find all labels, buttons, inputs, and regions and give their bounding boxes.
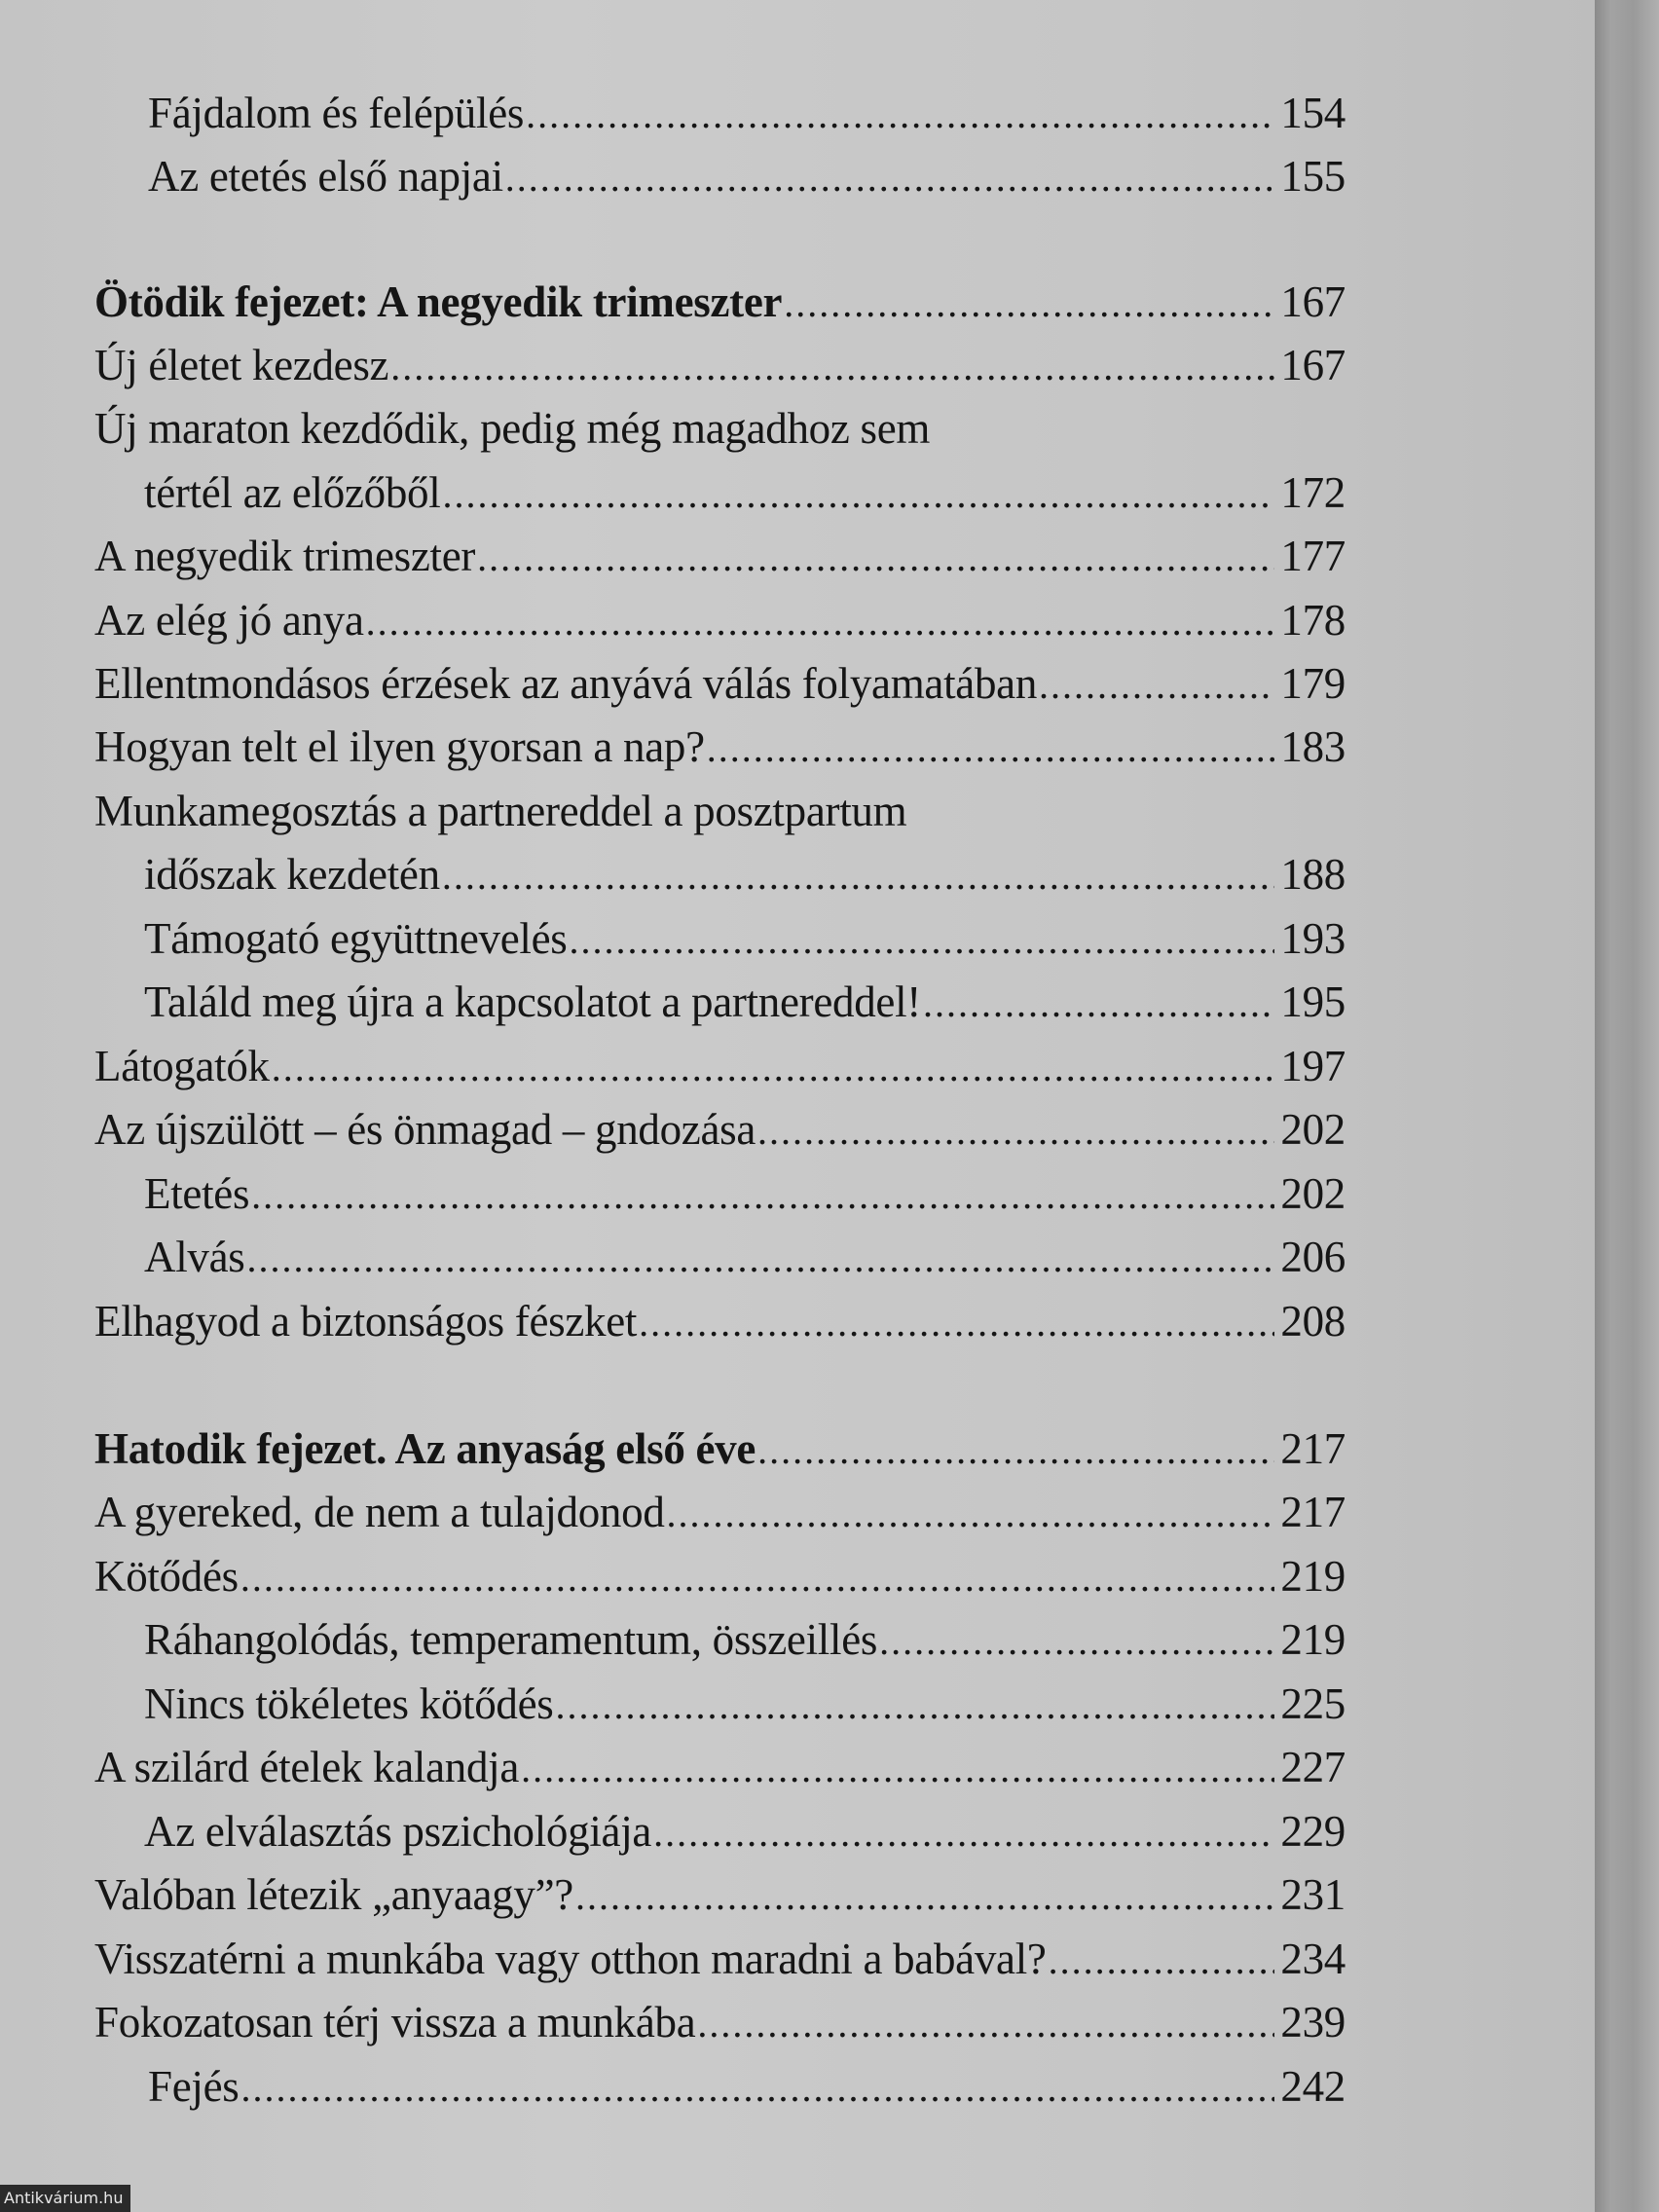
dot-leader: [241, 2057, 1275, 2120]
toc-entry-page: 217: [1280, 1424, 1346, 1473]
dot-leader: [272, 1037, 1275, 1099]
toc-entry-title: Az újszülött – és önmagad – gndozása: [94, 1105, 756, 1154]
toc-entry-page: 217: [1280, 1488, 1346, 1536]
dot-leader: [653, 1802, 1274, 1864]
toc-entry-page: 242: [1280, 2062, 1346, 2111]
toc-entry-page: 225: [1280, 1679, 1346, 1728]
watermark: Antikvárium.hu: [0, 2185, 130, 2212]
page-edge-shadow: [1595, 0, 1659, 2212]
toc-entry-page: 172: [1280, 468, 1346, 517]
toc-entry-title: Visszatérni a munkába vagy otthon maradni a babával?: [94, 1935, 1047, 1983]
toc-entry: [94, 1928, 1346, 1990]
toc-entry: [148, 82, 1346, 144]
toc-entry: [144, 843, 1346, 905]
dot-leader: [570, 909, 1275, 972]
toc-entry-page: 227: [1280, 1743, 1346, 1791]
toc-entry-page: 219: [1280, 1615, 1346, 1664]
toc-entry-page: 177: [1280, 532, 1346, 580]
toc-entry: [144, 1673, 1346, 1735]
toc-entry-page: 202: [1280, 1105, 1346, 1154]
toc-entry-page: 234: [1280, 1935, 1346, 1983]
toc-entry: [94, 1481, 1346, 1543]
toc-entry-page: 193: [1280, 914, 1346, 963]
toc-entry-title: Ráhangolódás, temperamentum, összeillés: [144, 1615, 878, 1664]
dot-leader: [667, 1483, 1275, 1545]
toc-entry-title: Új életet kezdesz: [94, 341, 389, 389]
toc-entry-page: 197: [1280, 1042, 1346, 1090]
dot-leader: [526, 84, 1274, 146]
toc-entry-title: Hogyan telt el ilyen gyorsan a nap?: [94, 722, 705, 771]
dot-leader: [757, 1419, 1274, 1482]
dot-leader: [879, 1610, 1274, 1673]
toc-entry: [94, 1991, 1346, 2053]
toc-entry-title: Fokozatosan térj vissza a munkába: [94, 1998, 696, 2046]
chapter-heading: [94, 1418, 1346, 1480]
toc-entry-title: Az elég jó anya: [94, 596, 364, 645]
toc-entry: [94, 1863, 1346, 1926]
dot-leader: [390, 336, 1274, 398]
toc-entry-title: Alvás: [144, 1233, 245, 1281]
toc-entry-page: 183: [1280, 722, 1346, 771]
toc-entry-page: 231: [1280, 1870, 1346, 1919]
toc-entry-page: 155: [1280, 152, 1346, 201]
dot-leader: [442, 463, 1274, 526]
toc-entry: [144, 1162, 1346, 1225]
toc-entry-page: 202: [1280, 1169, 1346, 1218]
dot-leader: [556, 1675, 1275, 1737]
toc-entry: [144, 1226, 1346, 1288]
toc-entry: [144, 1800, 1346, 1862]
toc-entry-title: Valóban létezik „anyaagy”?: [94, 1870, 573, 1919]
toc-entry-title-line: Új maraton kezdődik, pedig még magadhoz sem: [94, 404, 931, 453]
toc-entry-title: Találd meg újra a kapcsolatot a partnereddel!: [144, 977, 921, 1026]
dot-leader: [521, 1738, 1274, 1800]
toc-entry-title: Az elválasztás pszichológiája: [144, 1807, 652, 1856]
toc-entry-page: 239: [1280, 1998, 1346, 2046]
toc-entry-title: Nincs tökéletes kötődés: [144, 1679, 554, 1728]
toc-entry-page: 179: [1280, 659, 1346, 708]
toc-entry-title: Etetés: [144, 1169, 250, 1218]
chapter-title: Ötödik fejezet: A negyedik trimeszter: [94, 277, 783, 326]
toc-entry-page: 229: [1280, 1807, 1346, 1856]
dot-leader: [505, 147, 1275, 209]
dot-leader: [366, 591, 1275, 653]
dot-leader: [639, 1292, 1274, 1354]
toc-entry: [94, 1290, 1346, 1352]
dot-leader: [697, 1993, 1274, 2055]
dot-leader: [251, 1164, 1274, 1227]
toc-entry-page: 167: [1280, 341, 1346, 389]
toc-entry: [94, 716, 1346, 778]
toc-entry-title: A szilárd ételek kalandja: [94, 1743, 520, 1791]
dot-leader: [784, 273, 1274, 335]
toc-entry: [148, 2055, 1346, 2118]
toc-entry-page: 178: [1280, 596, 1346, 645]
toc-entry: [94, 1098, 1346, 1161]
toc-entry: [144, 461, 1346, 524]
toc-entry-page: 208: [1280, 1297, 1346, 1346]
dot-leader: [757, 1100, 1274, 1162]
toc-entry: [94, 1035, 1346, 1097]
toc-entry-page: 219: [1280, 1552, 1346, 1601]
dot-leader: [575, 1865, 1274, 1928]
toc-entry: [144, 971, 1346, 1033]
toc-entry-page: 167: [1280, 277, 1346, 326]
toc-entry: [94, 1736, 1346, 1798]
toc-entry-title: Ellentmondásos érzések az anyává válás folyamatában: [94, 659, 1038, 708]
chapter-heading: [94, 271, 1346, 333]
dot-leader: [923, 973, 1274, 1035]
toc-entry-title: tértél az előzőből: [144, 468, 441, 517]
toc-entry: [94, 1545, 1346, 1607]
toc-entry: [94, 525, 1346, 587]
toc-entry-title: időszak kezdetén: [144, 850, 440, 899]
dot-leader: [1049, 1930, 1275, 1992]
toc-entry-title: Támogató együttnevelés: [144, 914, 568, 963]
toc-entry-title: Fejés: [148, 2062, 240, 2111]
dot-leader: [442, 845, 1275, 907]
toc-entry: [94, 589, 1346, 651]
toc-entry-title: A negyedik trimeszter: [94, 532, 476, 580]
chapter-title: Hatodik fejezet. Az anyaság első éve: [94, 1424, 756, 1473]
toc-entry-title: Az etetés első napjai: [148, 152, 503, 201]
toc-entry-title-line: Munkamegosztás a partnereddel a posztpartum: [94, 787, 907, 835]
dot-leader: [247, 1228, 1275, 1290]
dot-leader: [1039, 654, 1274, 717]
toc-entry-title: Látogatók: [94, 1042, 270, 1090]
toc-entry-page: 195: [1280, 977, 1346, 1026]
toc-entry-title: Elhagyod a biztonságos fészket: [94, 1297, 638, 1346]
toc-entry: [94, 652, 1346, 715]
toc-entry-title: Fájdalom és felépülés: [148, 89, 525, 137]
toc-entry-page: 206: [1280, 1233, 1346, 1281]
toc-entry-title: Kötődés: [94, 1552, 239, 1601]
toc-entry-title: A gyereked, de nem a tulajdonod: [94, 1488, 665, 1536]
toc-entry: [94, 334, 1346, 396]
dot-leader: [477, 527, 1274, 589]
dot-leader: [240, 1547, 1275, 1609]
dot-leader: [707, 718, 1275, 780]
toc-entry: [144, 1608, 1346, 1671]
toc-entry-page: 188: [1280, 850, 1346, 899]
toc-entry: [148, 145, 1346, 207]
toc-entry-page: 154: [1280, 89, 1346, 137]
toc-entry: [144, 907, 1346, 970]
